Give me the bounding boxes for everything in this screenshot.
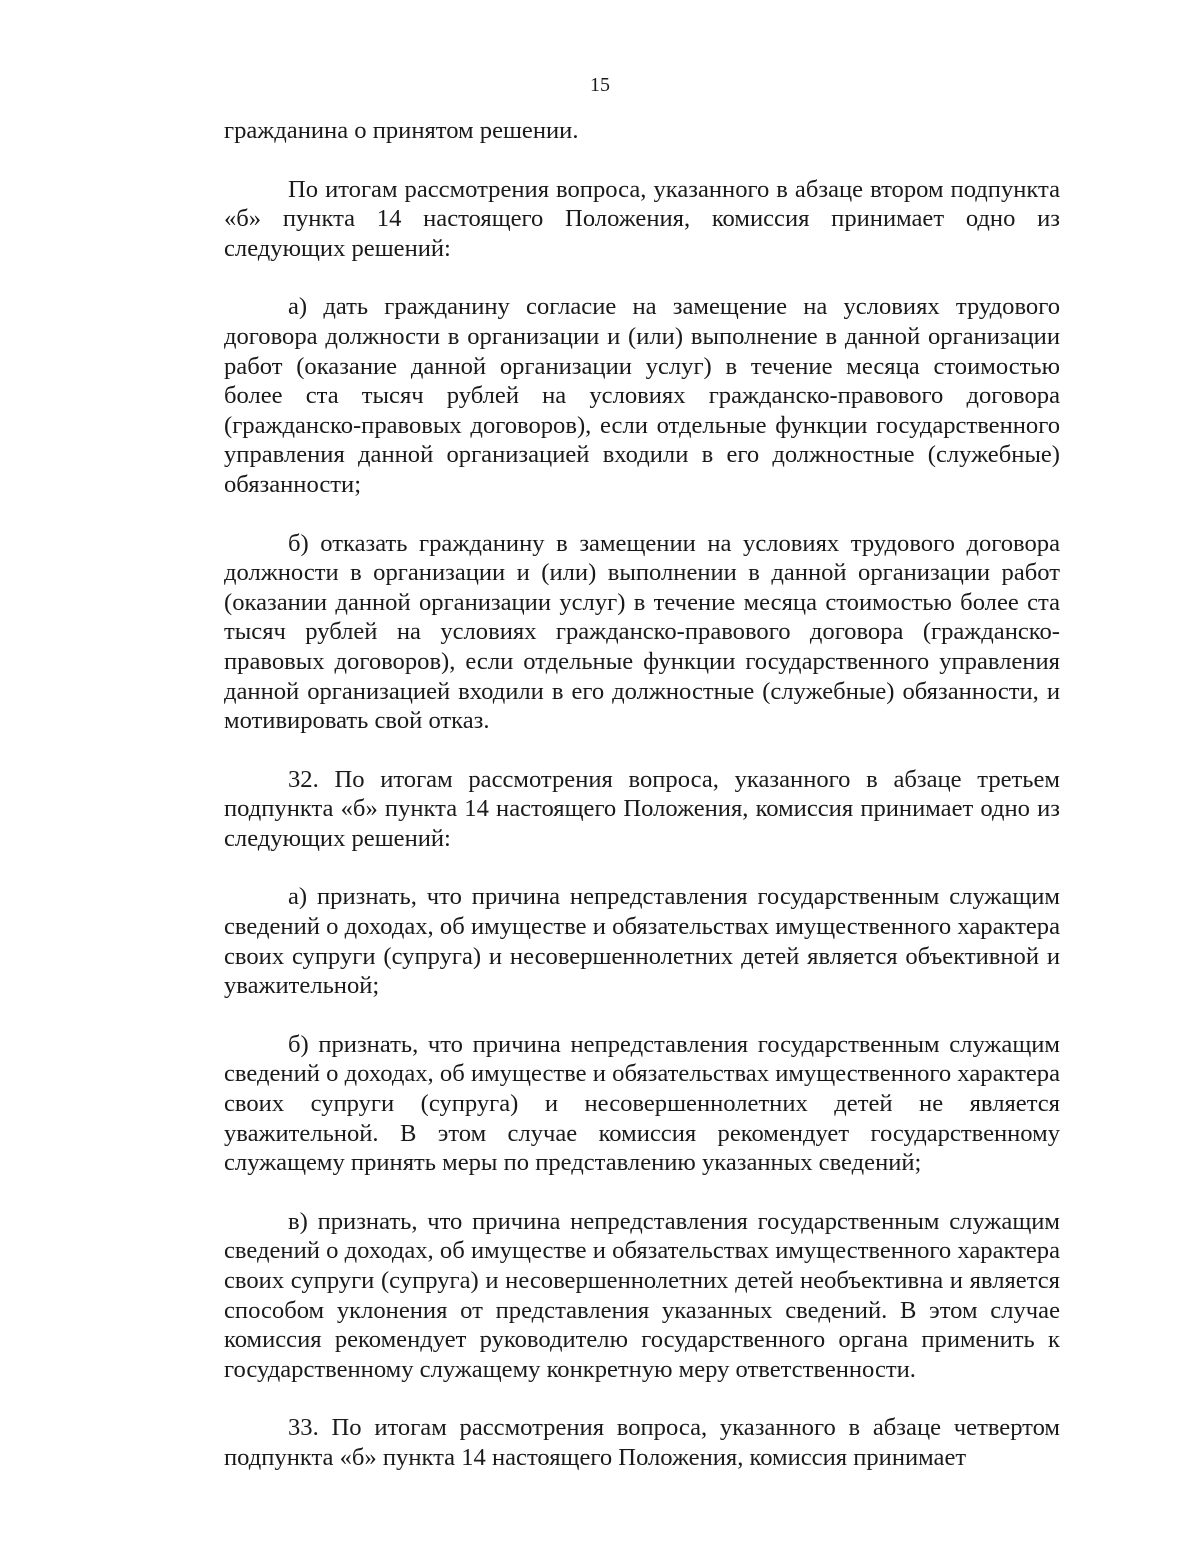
paragraph-decision-b-refuse: б) отказать гражданину в замещении на условиях трудового договора должности в организации и (или) выполнении в данной организации работ (оказании данной организации услуг) в течение месяца стоимостью более ста тысяч рублей на условиях гражданско-правового договора (гражданско-правовых договоров), если отдельные функции государственного управления данной организацией входили в его должностные (служебные) обязанности, и мотивировать свой отказ. (224, 529, 1060, 735)
page-number: 15 (590, 74, 610, 96)
paragraph-item-33: 33. По итогам рассмотрения вопроса, указанного в абзаце четвертом подпункта «б» пункта 14 настоящего Положения, комиссия принимает (224, 1414, 1060, 1471)
paragraph-decision-a-consent: а) дать гражданину согласие на замещение на условиях трудового договора должности в организации и (или) выполнение в данной организации работ (оказание данной организации услуг) в течение месяца стоимостью более ста тысяч рублей на условиях гражданско-правового договора (гражданско-правовых договоров), если отдельные функции государственного управления данной организацией входили в его должностные (служебные) обязанности; (224, 293, 1060, 498)
paragraph-continuation: гражданина о принятом решении. (224, 117, 579, 144)
paragraph-intro-decisions: По итогам рассмотрения вопроса, указанного в абзаце втором подпункта «б» пункта 14 настоящего Положения, комиссия принимает одно из следующих решений: (224, 175, 1060, 262)
paragraph-item-32: 32. По итогам рассмотрения вопроса, указанного в абзаце третьем подпункта «б» пункта 14 настоящего Положения, комиссия принимает одно из следующих решений: (224, 765, 1060, 852)
paragraph-item-32-c: в) признать, что причина непредставления государственным служащим сведений о доходах, об имуществе и обязательствах имущественного характера своих супруги (супруга) и несовершеннолетних детей необъективна и является способом уклонения от представления указанных сведений. В этом случае комиссия рекомендует руководителю государственного органа применить к государственному служащему конкретную меру ответственности. (224, 1207, 1060, 1383)
paragraph-item-32-a: а) признать, что причина непредставления государственным служащим сведений о доходах, об имуществе и обязательствах имущественного характера своих супруги (супруга) и несовершеннолетних детей является объективной и уважительной; (224, 883, 1060, 1000)
document-body (224, 116, 1060, 1473)
paragraph-item-32-b: б) признать, что причина непредставления государственным служащим сведений о доходах, об имуществе и обязательствах имущественного характера своих супруги (супруга) и несовершеннолетних детей не является уважительной. В этом случае комиссия рекомендует государственному служащему принять меры по представлению указанных сведений; (224, 1030, 1060, 1177)
